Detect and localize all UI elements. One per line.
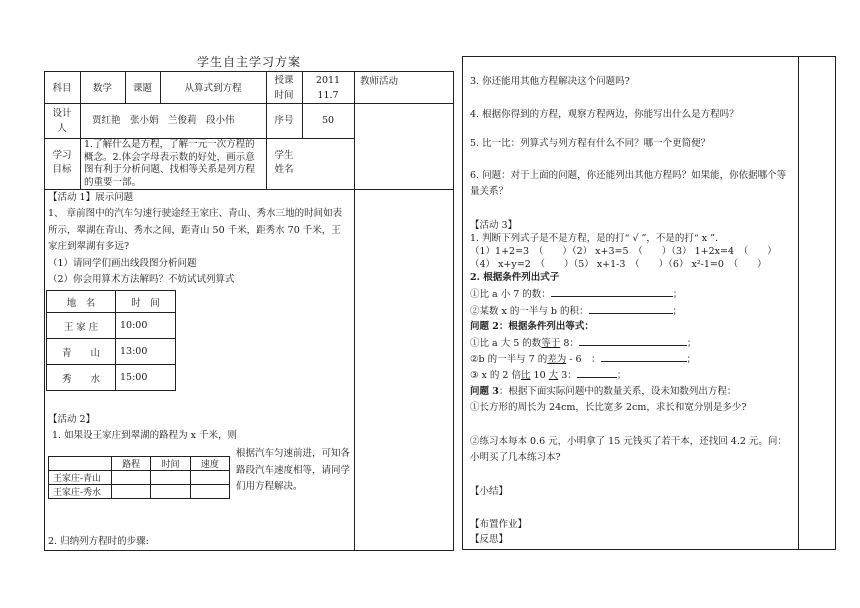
activity1-problem: 1、 章前图中的汽车匀速行驶途经王家庄、青山、秀水三地的时间如表所示，翠湖在青山、秀水之间，距青山 50 千米，距秀水 70 千米，王家庄到翠湖有多远? xyxy=(48,208,343,252)
date-value: 2011 xyxy=(315,75,341,86)
table-row xyxy=(47,339,176,365)
problem2-item-a-text: 8： xyxy=(560,338,579,349)
problem3-item-a: ①长方形的周长为 24cm，长比宽多 2cm，求长和宽分别是多少? xyxy=(470,402,747,413)
answer-blank[interactable] xyxy=(589,304,673,314)
problem2-item-b xyxy=(470,352,696,367)
table-cell: 王家庄-秀水 xyxy=(49,485,112,499)
part2-item-a xyxy=(470,287,682,302)
table-header: 速度 xyxy=(190,457,229,471)
speed-table xyxy=(48,456,230,499)
underlined-word: 等于 xyxy=(541,338,561,349)
part2-item-b xyxy=(470,304,682,319)
topic-label: 课题 xyxy=(132,83,152,94)
reflection-heading: 【反思】 xyxy=(470,534,509,545)
topic-value: 从算式到方程 xyxy=(184,83,242,94)
underlined-word: 差为 xyxy=(547,354,567,365)
semicolon: ； xyxy=(686,338,697,349)
part2-item-b-text: ②某数 x 的一半与 b 的积： xyxy=(470,306,589,317)
problem2-heading: 问题 2：根据条件列出等式： xyxy=(470,321,594,332)
problem2-item-b-text: ②b 的一半与 7 的 xyxy=(470,354,548,365)
designer-value: 贾红艳 张小娟 兰俊莉 段小伟 xyxy=(92,115,235,126)
answer-blank[interactable] xyxy=(551,287,673,297)
table-cell xyxy=(112,471,151,485)
answer-blank[interactable] xyxy=(579,336,687,346)
goal-label: 目标 xyxy=(52,164,72,175)
homework-heading: 【布置作业】 xyxy=(470,519,528,530)
table-cell: 秀 水 xyxy=(47,365,116,391)
activity1-heading: 【活动 1】展示问题 xyxy=(48,192,134,203)
table-row xyxy=(47,291,176,313)
designer-label: 设计 xyxy=(52,108,72,119)
activity2-line1: 1. 如果设王家庄到翠湖的路程为 x 千米，则 xyxy=(52,430,237,441)
number-label: 序号 xyxy=(274,115,294,126)
semicolon: ； xyxy=(672,289,683,300)
problem2-item-a-text: ①比 a 大 5 的数 xyxy=(470,338,542,349)
designer-label: 人 xyxy=(57,123,67,134)
table-row xyxy=(47,313,176,339)
part2-heading: 2. 根据条件列出式子 xyxy=(470,272,560,283)
problem2-item-c-text: 3： xyxy=(558,370,577,381)
judge-instruction: 1. 判断下列式子是不是方程，是的打“ √ ”，不是的打“ x ”． xyxy=(470,233,725,244)
table-row xyxy=(47,365,176,391)
problem2-item-a xyxy=(470,336,696,351)
grid-line xyxy=(44,103,454,104)
table-row xyxy=(49,471,230,485)
summary-heading: 【小结】 xyxy=(470,486,509,497)
subject-value: 数学 xyxy=(92,83,112,94)
date-value: 11.7 xyxy=(317,90,339,101)
table-cell xyxy=(190,471,229,485)
table-cell xyxy=(112,485,151,499)
table-cell: 13:00 xyxy=(116,339,176,365)
right-question-4: 4. 根据你得到的方程，观察方程两边，你能写出什么是方程吗？ xyxy=(470,109,739,120)
activity1-question-1: （1）请同学们画出线段图分析问题 xyxy=(48,258,197,269)
table-cell xyxy=(151,485,190,499)
judge-row-1: （1）1+2=3 （ ）（2） x+3=5 （ ）（3） 1+2x=4 （ ） xyxy=(470,246,777,257)
judge-row-2: （4） x+y=2 （ ）（5） x+1-3 （ ）（6） x²-1=0 （ ） xyxy=(470,259,767,270)
activity2-step2: 2. 归纳列方程时的步骤: xyxy=(48,536,149,547)
table-cell: 王 家 庄 xyxy=(47,313,116,339)
table-header: 路程 xyxy=(112,457,151,471)
student-name-label: 姓名 xyxy=(274,164,294,175)
problem2-item-c-text: ③ x 的 2 倍 xyxy=(470,370,521,381)
underlined-word: 大 xyxy=(548,370,559,381)
time-table xyxy=(46,290,176,391)
table-row xyxy=(49,485,230,499)
goal-value: 1.了解什么是方程，了解一元一次方程的概念。2.体会字母表示数的好处，画示意图有利于分析问题、找相等关系是列方程的重要一部。 xyxy=(84,139,256,188)
grid-line xyxy=(354,71,355,189)
right-page-frame xyxy=(462,56,836,550)
table-header xyxy=(49,457,112,471)
goal-label: 学习 xyxy=(52,150,72,161)
table-cell: 青 山 xyxy=(47,339,116,365)
semicolon: ； xyxy=(672,306,683,317)
table-header: 地 名 xyxy=(47,291,116,313)
right-question-6: 6. 问题：对于上面的问题，你还能列出其他方程吗？如果能，你依据哪个等量关系？ xyxy=(470,170,787,197)
date-label: 时间 xyxy=(274,90,294,101)
activity2-side-note: 根据汽车匀速前进，可知各路段汽车速度相等，请同学们用方程解决。 xyxy=(236,448,351,492)
page-title: 学生自主学习方案 xyxy=(196,55,301,69)
activity2-heading: 【活动 2】 xyxy=(48,414,96,425)
problem2-item-b-text: - 6 ： xyxy=(566,354,601,365)
table-cell: 10:00 xyxy=(116,313,176,339)
problem3-heading xyxy=(470,385,736,399)
table-cell xyxy=(151,471,190,485)
activity3-heading: 【活动 3】 xyxy=(470,220,518,231)
table-cell: 王家庄-青山 xyxy=(49,471,112,485)
table-cell: 15:00 xyxy=(116,365,176,391)
right-question-5: 5. 比一比：列算式与列方程有什么不同？哪一个更简便？ xyxy=(470,138,711,149)
semicolon: ； xyxy=(616,370,627,381)
problem2-item-c-text: 10 xyxy=(530,370,549,381)
grid-line xyxy=(354,189,355,551)
table-cell xyxy=(190,485,229,499)
subject-label: 科目 xyxy=(52,83,72,94)
date-label: 授课 xyxy=(274,75,294,86)
problem3-text: ：根据下面实际问题中的数量关系，设未知数列出方程： xyxy=(498,386,737,397)
semicolon: ； xyxy=(686,354,697,365)
answer-blank[interactable] xyxy=(601,352,687,362)
problem2-item-c xyxy=(470,368,626,383)
problem3-item-b: ②练习本每本 0.6 元，小明拿了 15 元钱买了若干本，还找回 4.2 元。问：小明买了几本练习本? xyxy=(470,436,787,463)
problem3-label: 问题 3 xyxy=(470,386,499,397)
teacher-activity-label: 教师活动 xyxy=(360,76,399,87)
activity1-question-2: （2）你会用算术方法解吗？不妨试试列算式 xyxy=(48,274,235,285)
answer-blank[interactable] xyxy=(577,368,617,378)
underlined-word: 比 xyxy=(521,370,531,381)
student-name-label: 学生 xyxy=(274,150,294,161)
table-header: 时 间 xyxy=(116,291,176,313)
right-question-3: 3. 你还能用其他方程解决这个问题吗? xyxy=(470,76,630,87)
table-row xyxy=(49,457,230,471)
number-value: 50 xyxy=(321,115,335,126)
table-header: 时间 xyxy=(151,457,190,471)
grid-line xyxy=(798,56,799,550)
part2-item-a-text: ①比 a 小 7 的数： xyxy=(470,289,551,300)
